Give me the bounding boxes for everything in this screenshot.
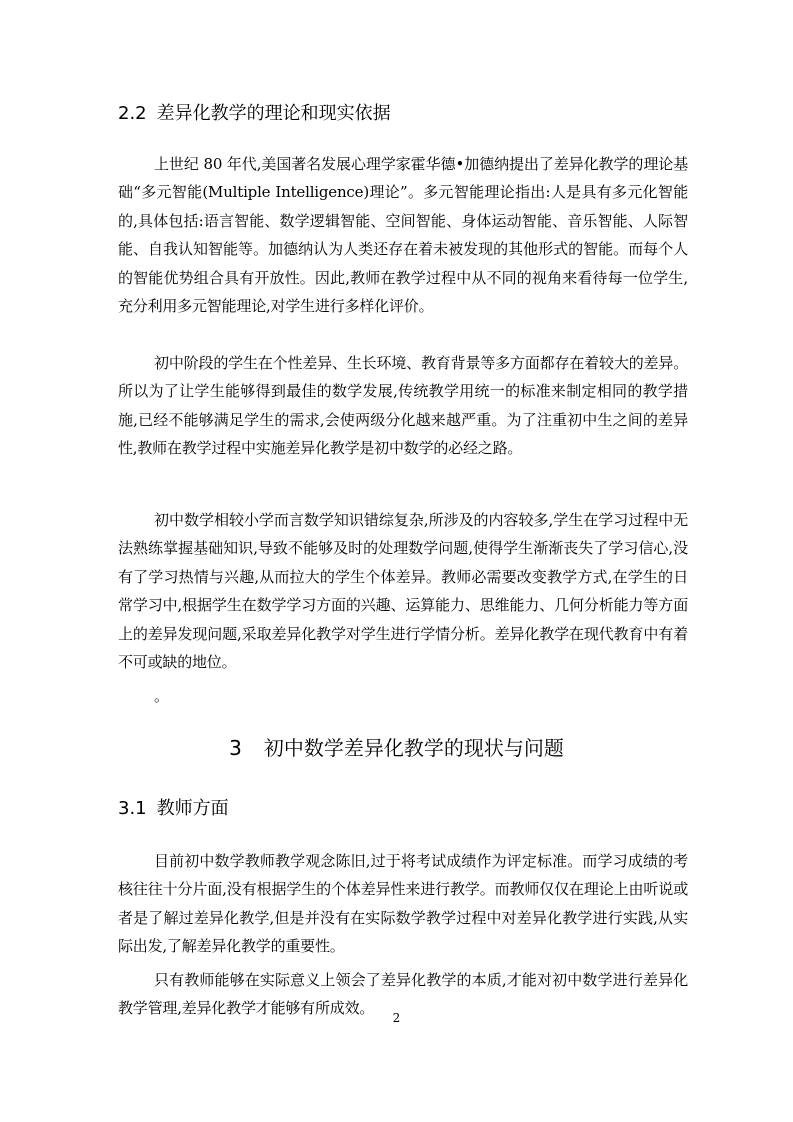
section-title: 教师方面 <box>156 798 229 819</box>
section-number: 2.2 <box>118 103 147 124</box>
paragraph-stray-mark: 。 <box>154 687 169 705</box>
section-heading-2-2 <box>118 102 391 126</box>
section-heading-3-1 <box>118 797 229 821</box>
paragraph-multiple-intelligence: 上世纪 80 年代,美国著名发展心理学家霍华德•加德纳提出了差异化教学的理论基础“多元智能(Multiple Intelligence)理论”。多元智能理论指出:人是具有多元化智能的,具体包括:语言智能、数学逻辑智能、空间智能、身体运动智能、音乐智能、人际智能、自我认知智能等。加德纳认为人类还存在着未被发现的其他形式的智能。而每个人的智能优势组合具有开放性。因此,教师在教学过程中从不同的视角来看待每一位学生,充分利用多元智能理论,对学生进行多样化评价。 <box>118 155 688 316</box>
paragraph-teacher-understanding: 只有教师能够在实际意义上领会了差异化教学的本质,才能对初中数学进行差异化教学管理,差异化教学才能够有所成效。 <box>118 971 688 1018</box>
section-number: 3.1 <box>118 798 147 819</box>
page-number: 2 <box>392 1011 401 1025</box>
chapter-number: 3 <box>229 736 242 760</box>
paragraph-student-differences: 初中阶段的学生在个性差异、生长环境、教育背景等多方面都存在着较大的差异。所以为了让学生能够得到最佳的数学发展,传统教学用统一的标准来制定相同的教学措施,已经不能够满足学生的需求,会使两级分化越来越严重。为了注重初中生之间的差异性,教师在教学过程中实施差异化教学是初中数学的必经之路。 <box>118 354 688 458</box>
section-title: 差异化教学的理论和现实依据 <box>156 103 391 124</box>
chapter-heading-3 <box>0 734 793 762</box>
paragraph-teacher-concepts: 目前初中数学教师教学观念陈旧,过于将考试成绩作为评定标准。而学习成绩的考核往往十分片面,没有根据学生的个体差异性来进行教学。而教师仅仅在理论上由听说或者是了解过差异化教学,但是并没有在实际数学教学过程中对差异化教学进行实践,从实际出发,了解差异化教学的重要性。 <box>118 852 688 956</box>
chapter-title: 初中数学差异化教学的现状与问题 <box>263 736 564 760</box>
paragraph-math-complexity: 初中数学相较小学而言数学知识错综复杂,所涉及的内容较多,学生在学习过程中无法熟练掌握基础知识,导致不能够及时的处理数学问题,使得学生渐渐丧失了学习信心,没有了学习热情与兴趣,从而拉大的学生个体差异。教师必需要改变教学方式,在学生的日常学习中,根据学生在数学学习方面的兴趣、运算能力、思维能力、几何分析能力等方面上的差异发现问题,采取差异化教学对学生进行学情分析。差异化教学在现代教育中有着不可或缺的地位。 <box>118 511 688 672</box>
